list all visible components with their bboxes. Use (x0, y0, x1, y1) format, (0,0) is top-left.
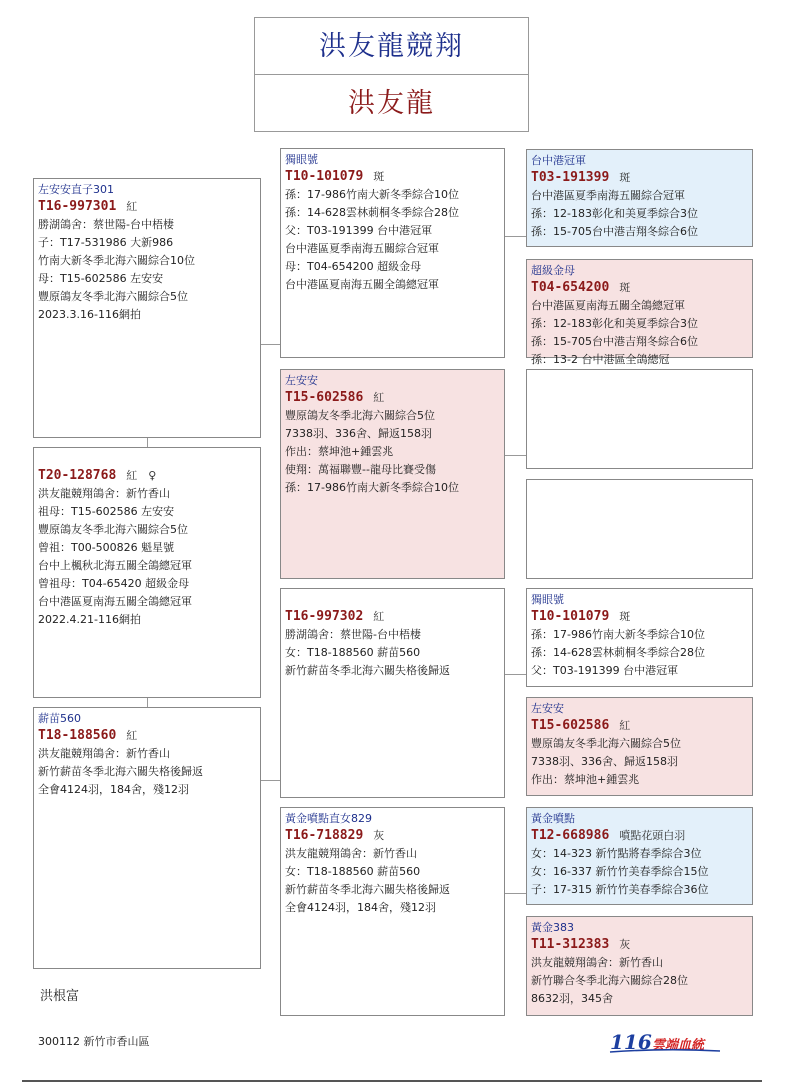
pedigree-note: 洪友龍競翔鴿舍：新竹香山 (531, 956, 663, 969)
pedigree-note: 全會4124羽，184舍，殘12羽 (285, 901, 436, 914)
ring-row (38, 726, 256, 745)
pedigree-note: 女：T18-188560 薪苗560 (285, 646, 421, 659)
pedigree-note: 孫：17-986竹南大新冬季綜合10位 (531, 628, 705, 641)
pigeon-nickname: 左安安 (285, 374, 318, 387)
ring-row (531, 168, 748, 187)
pedigree-note: 孫：14-628雲林莿桐冬季綜合28位 (285, 206, 459, 219)
dam-box (33, 707, 261, 969)
pedigree-note: 孫：14-628雲林莿桐冬季綜合28位 (531, 646, 705, 659)
pigeon-nickname: 黃金383 (531, 921, 574, 934)
pigeon-nickname: 獨眼號 (285, 153, 318, 166)
brand-logo (610, 1030, 722, 1056)
ring-number: T12-668986 (531, 828, 610, 843)
ring-number: T03-191399 (531, 170, 610, 185)
ring-number: T15-602586 (531, 718, 610, 733)
connector (147, 698, 148, 707)
pigeon-nickname: 獨眼號 (531, 593, 564, 606)
pedigree-note: 作出：蔡坤池+鍾雲兆 (531, 773, 640, 786)
feather-color: 紅 (126, 200, 138, 213)
pigeon-nickname: 薪苗560 (38, 712, 81, 725)
feather-color: 紅 ♀ (126, 469, 157, 482)
pigeon-nickname: 超級金母 (531, 264, 575, 277)
pedigree-note: 台中港區夏南海五關全鴿總冠軍 (531, 299, 685, 312)
pedigree-note: 台中港區夏季南海五關綜合冠軍 (285, 242, 439, 255)
pedigree-note: 豐原鴿友冬季北海六關綜合5位 (38, 290, 188, 303)
pedigree-note: 女：T18-188560 薪苗560 (285, 865, 421, 878)
pedigree-note: 父：T03-191399 台中港冠軍 (531, 664, 679, 677)
pedigree-note: 女：14-323 新竹點將春季綜合3位 (531, 847, 702, 860)
feather-color: 紅 (126, 729, 138, 742)
ring-number: T15-602586 (285, 390, 364, 405)
pedigree-note: 孫：15-705台中港吉翔冬綜合6位 (531, 335, 698, 348)
pedigree-note: 竹南大新冬季北海六關綜合10位 (38, 254, 195, 267)
pedigree-note: 作出：蔡坤池+鍾雲兆 (285, 445, 394, 458)
ring-number: T04-654200 (531, 280, 610, 295)
empty-box-1 (526, 369, 753, 469)
dam-dam-sire-box (526, 807, 753, 905)
feather-color: 噴點花頭白羽 (619, 829, 686, 842)
pedigree-note: 孫：17-986竹南大新冬季綜合10位 (285, 188, 459, 201)
sire-sire-dam-box (526, 259, 753, 366)
ring-number: T18-188560 (38, 728, 117, 743)
ring-row (531, 935, 748, 954)
feather-color: 紅 (619, 719, 631, 732)
connector (147, 438, 148, 447)
connector (261, 780, 280, 781)
connector (261, 344, 280, 345)
pigeon-nickname: 黃金噴點直女829 (285, 812, 372, 825)
ring-number: T11-312383 (531, 937, 610, 952)
pedigree-note: 子：17-315 新竹竹美春季綜合36位 (531, 883, 709, 896)
connector (505, 893, 526, 894)
ring-row (531, 607, 748, 626)
pedigree-note: 子：T17-531986 大新986 (38, 236, 174, 249)
subject-box (33, 447, 261, 698)
pigeon-nickname (285, 592, 500, 607)
pedigree-note: 新竹薪苗冬季北海六關失格後歸返 (285, 664, 450, 677)
pedigree-note: 台中上楓秋北海五關全鴿總冠軍 (38, 559, 192, 572)
dam-sire-dam-box (526, 697, 753, 796)
dam-sire-box (280, 588, 505, 798)
pigeon-nickname: 台中港冠軍 (531, 154, 586, 167)
pigeon-nickname: 左安安 (531, 702, 564, 715)
pedigree-note: 女：16-337 新竹竹美春季綜合15位 (531, 865, 709, 878)
ring-number: T20-128768 (38, 468, 117, 483)
pedigree-note: 新竹聯合冬季北海六關綜合28位 (531, 974, 688, 987)
pedigree-note: 使翔：萬福聯豐--龍母比賽受傷 (285, 463, 436, 476)
pedigree-note: 新竹薪苗冬季北海六關失格後歸返 (38, 765, 203, 778)
pedigree-note: 孫：12-183彰化和美夏季綜合3位 (531, 207, 698, 220)
pedigree-note: 洪友龍競翔鴿舍：新竹香山 (38, 487, 170, 500)
feather-color: 灰 (373, 829, 385, 842)
address: 300112 新竹市香山區 (38, 1035, 150, 1048)
pedigree-note: 2023.3.16-116網拍 (38, 308, 141, 321)
feather-color: 斑 (619, 610, 631, 623)
logo-number: 116 (610, 1030, 652, 1054)
feather-color: 斑 (619, 171, 631, 184)
sire-dam-box (280, 369, 505, 579)
empty-box-2 (526, 479, 753, 579)
pedigree-note: 台中港區夏季南海五關綜合冠軍 (531, 189, 685, 202)
ring-row (531, 826, 748, 845)
feather-color: 斑 (373, 170, 385, 183)
sire-sire-sire-box (526, 149, 753, 247)
pedigree-note: 母：T04-654200 超級金母 (285, 260, 422, 273)
pedigree-note: 孫：17-986竹南大新冬季綜合10位 (285, 481, 459, 494)
feather-color: 斑 (619, 281, 631, 294)
bottom-divider (22, 1080, 762, 1082)
ring-number: T10-101079 (285, 169, 364, 184)
pedigree-note: 曾祖母：T04-65420 超級金母 (38, 577, 190, 590)
logo-swoosh-icon (610, 1049, 720, 1053)
ring-row (285, 826, 500, 845)
pedigree-note: 孫：13-2 台中港區全鴿總冠 (531, 353, 670, 366)
connector (505, 455, 526, 456)
pedigree-note: 2022.4.21-116網拍 (38, 613, 141, 626)
feather-color: 灰 (619, 938, 631, 951)
pedigree-note: 父：T03-191399 台中港冠軍 (285, 224, 433, 237)
ring-number: T10-101079 (531, 609, 610, 624)
ring-row (285, 167, 500, 186)
pedigree-note: 孫：12-183彰化和美夏季綜合3位 (531, 317, 698, 330)
pedigree-note: 洪友龍競翔鴿舍：新竹香山 (285, 847, 417, 860)
loft-name-header: 洪友龍競翔 (254, 17, 529, 75)
pedigree-note: 母：T15-602586 左安安 (38, 272, 164, 285)
connector (505, 674, 526, 675)
ring-row (38, 197, 256, 216)
pedigree-note: 孫：15-705台中港吉翔冬綜合6位 (531, 225, 698, 238)
ring-row (38, 466, 256, 485)
breeder-name: 洪根富 (40, 989, 80, 1004)
ring-number: T16-997301 (38, 199, 117, 214)
ring-number: T16-997302 (285, 609, 364, 624)
pedigree-note: 祖母：T15-602586 左安安 (38, 505, 175, 518)
pedigree-note: 7338羽、336舍、歸返158羽 (285, 427, 432, 440)
ring-row (531, 278, 748, 297)
feather-color: 紅 (373, 391, 385, 404)
pedigree-note: 新竹薪苗冬季北海六關失格後歸返 (285, 883, 450, 896)
sire-box (33, 178, 261, 438)
dam-sire-sire-box (526, 588, 753, 687)
pedigree-note: 台中港區夏南海五關全鴿總冠軍 (285, 278, 439, 291)
pedigree-note: 曾祖：T00-500826 魁星號 (38, 541, 175, 554)
pedigree-note: 8632羽，345舍 (531, 992, 613, 1005)
ring-row (531, 716, 748, 735)
pigeon-nickname: 左安安直子301 (38, 183, 114, 196)
ring-row (285, 607, 500, 626)
dam-dam-dam-box (526, 916, 753, 1016)
pedigree-note: 全會4124羽，184舍，殘12羽 (38, 783, 189, 796)
pedigree-note: 勝湖鴿舍：蔡世陽-台中梧棲 (38, 218, 174, 231)
feather-color: 紅 (373, 610, 385, 623)
owner-name-header: 洪友龍 (254, 74, 529, 132)
ring-number: T16-718829 (285, 828, 364, 843)
pigeon-nickname (38, 451, 256, 466)
pedigree-note: 勝湖鴿舍：蔡世陽-台中梧棲 (285, 628, 421, 641)
ring-row (285, 388, 500, 407)
pigeon-nickname: 黃金噴點 (531, 812, 575, 825)
sire-sire-box (280, 148, 505, 358)
pedigree-note: 豐原鴿友冬季北海六關綜合5位 (531, 737, 681, 750)
pedigree-note: 豐原鴿友冬季北海六關綜合5位 (285, 409, 435, 422)
pedigree-note: 7338羽、336舍、歸返158羽 (531, 755, 678, 768)
pedigree-note: 豐原鴿友冬季北海六關綜合5位 (38, 523, 188, 536)
dam-dam-box (280, 807, 505, 1016)
logo-text: 雲端血統 (652, 1038, 705, 1053)
pedigree-note: 台中港區夏南海五關全鴿總冠軍 (38, 595, 192, 608)
connector (505, 236, 526, 237)
pedigree-note: 洪友龍競翔鴿舍：新竹香山 (38, 747, 170, 760)
